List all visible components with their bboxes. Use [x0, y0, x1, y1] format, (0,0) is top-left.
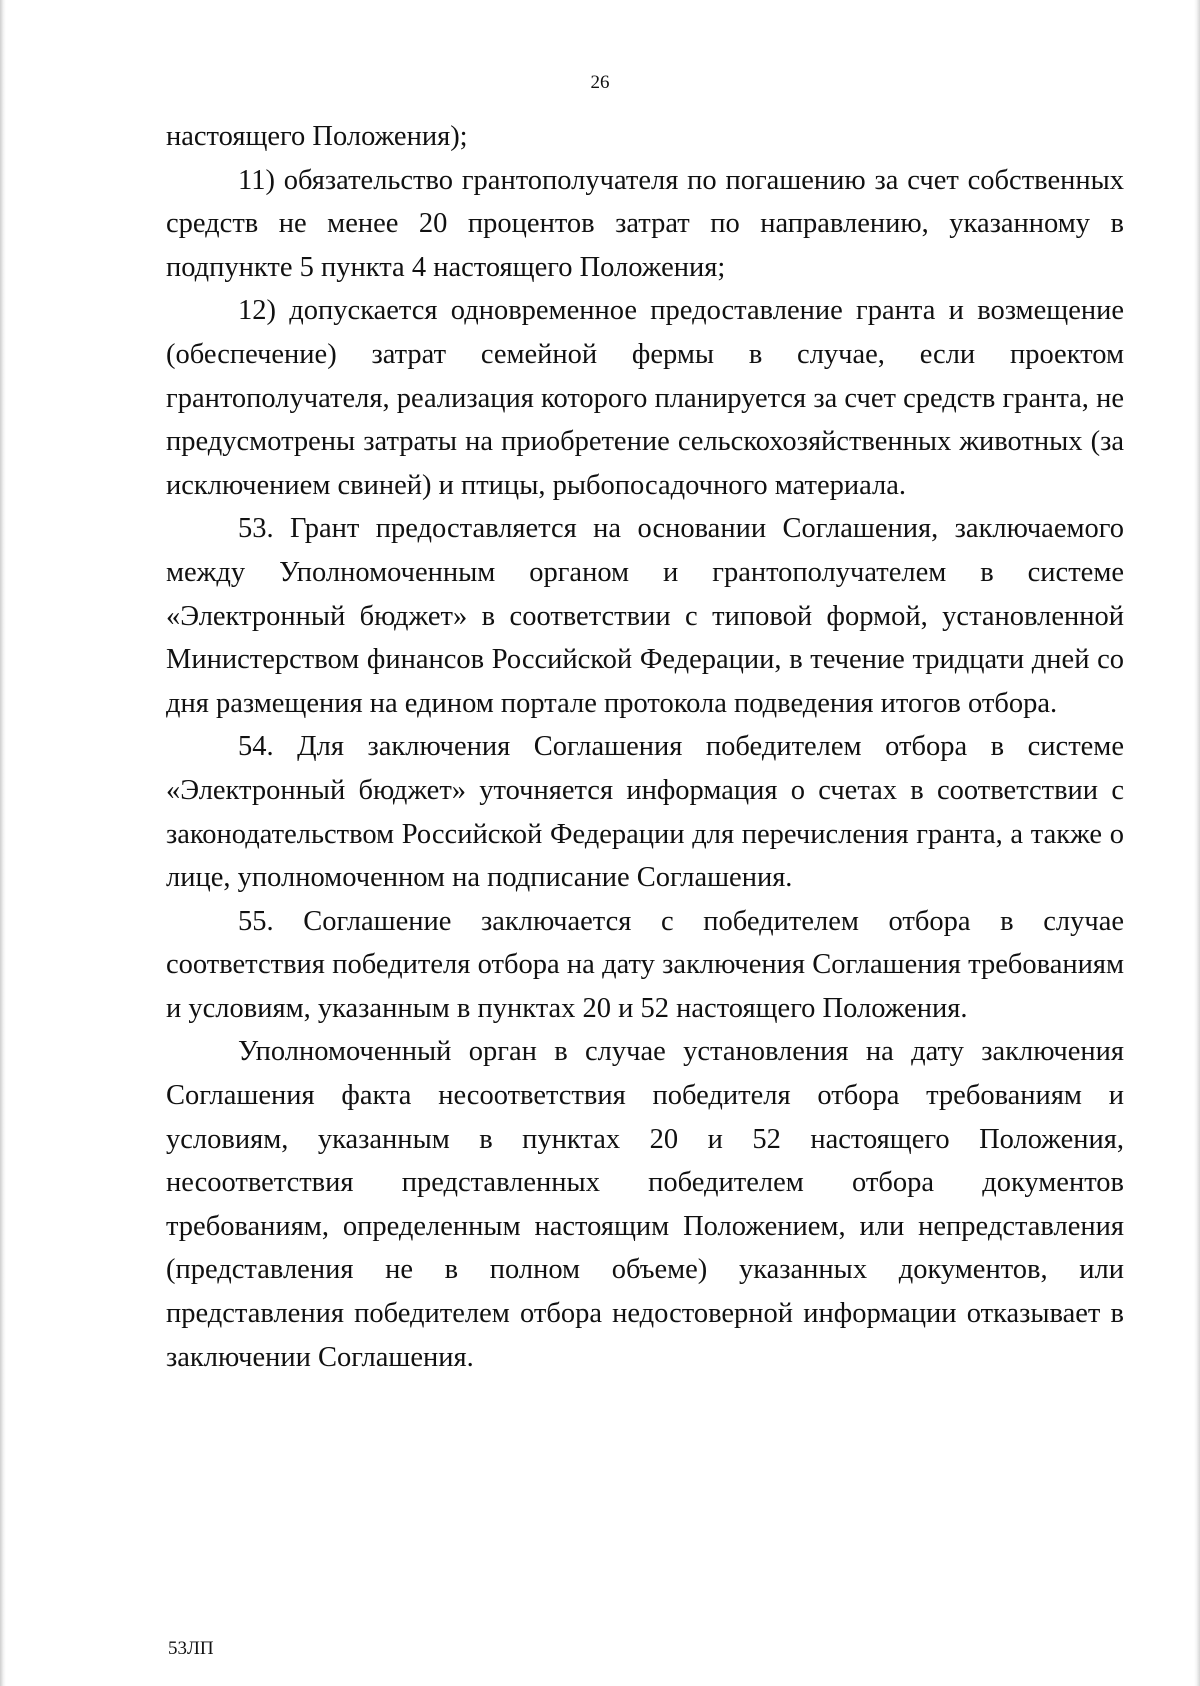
paragraph-item-11: 11) обязательство грантополучателя по погашению за счет собственных средств не менее 20 процентов затрат по направлению, указанному в подпункте 5 пункта 4 настоящего Положения; — [166, 164, 1124, 283]
paragraph-clause-53: 53. Грант предоставляется на основании Соглашения, заключаемого между Уполномоченным органом и грантополучателем в системе «Электронный бюджет» в соответствии с типовой формой, установленной Министерством финансов Российской Федерации, в течение тридцати дней со дня размещения на едином портале протокола подведения итогов отбора. — [166, 513, 1124, 719]
document-code: 53ЛП — [168, 1638, 214, 1659]
page-number: 26 — [590, 72, 610, 93]
page-edge-left — [0, 0, 6, 1686]
paragraph-continuation: настоящего Положения); — [166, 121, 468, 152]
paragraph-refusal: Уполномоченный орган в случае установления на дату заключения Соглашения факта несоответствия победителя отбора требованиям и условиям, указанным в пунктах 20 и 52 настоящего Положения, несоответствия представленных победителем отбора документов требованиям, определенным настоящим Положением, или непредставления (представления не в полном объеме) указанных документов, или представления победителем отбора недостоверной информации отказывает в заключении Соглашения. — [166, 1036, 1124, 1373]
paragraph-clause-55: 55. Соглашение заключается с победителем отбора в случае соответствия победителя отбора на дату заключения Соглашения требованиям и условиям, указанным в пунктах 20 и 52 настоящего Положения. — [166, 905, 1124, 1024]
paragraph-item-12: 12) допускается одновременное предоставление гранта и возмещение (обеспечение) затрат семейной фермы в случае, если проектом грантополучателя, реализация которого планируется за счет средств гранта, не предусмотрены затраты на приобретение сельскохозяйственных животных (за исключением свиней) и птицы, рыбопосадочного материала. — [166, 295, 1124, 501]
paragraph-clause-54: 54. Для заключения Соглашения победителем отбора в системе «Электронный бюджет» уточняется информация о счетах в соответствии с законодательством Российской Федерации для перечисления гранта, а также о лице, уполномоченном на подписание Соглашения. — [166, 731, 1124, 894]
page-edge-right — [1194, 0, 1200, 1686]
document-body — [166, 115, 1124, 1379]
